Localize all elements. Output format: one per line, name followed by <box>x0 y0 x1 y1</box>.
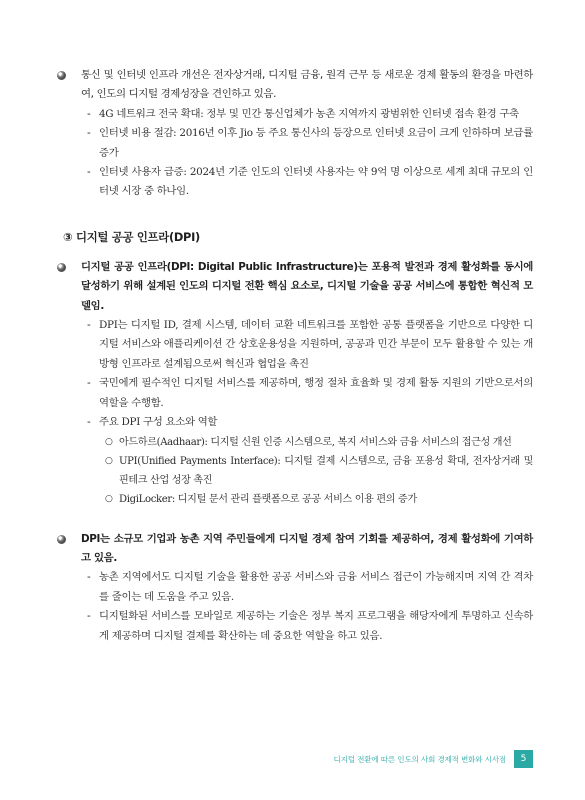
bullet-text-tail: 있음. <box>90 551 117 564</box>
dash-item <box>57 413 533 432</box>
bullet-text: 통신 및 인터넷 인프라 개선은 전자상거래, 디지털 금융, 원격 근무 등 새로운 경제 활동의 환경을 마련하여, 인도의 디지털 경제성장을 견인하고 있음. <box>81 69 533 101</box>
dash-item <box>57 607 533 646</box>
dash-item <box>57 163 533 202</box>
dash-item <box>57 124 533 163</box>
dash-text: 주요 DPI 구성 요소와 역할 <box>99 416 218 429</box>
dash-marker: - <box>87 127 91 140</box>
circle-marker: ○ <box>105 455 113 466</box>
document-body <box>57 66 533 646</box>
circle-item <box>57 452 533 490</box>
page-number: 5 <box>514 750 533 768</box>
circle-item <box>57 490 533 509</box>
circle-text: UPI(Unified Payments Interface): 디지털 결제 시스템으로, 금융 포용성 확대, 전자상거래 및 핀테크 산업 성장 촉진 <box>119 455 533 486</box>
bullet-icon <box>57 535 66 544</box>
dash-marker: - <box>87 107 91 120</box>
dash-text: 4G 네트워크 전국 확대: 정부 및 민간 통신업체가 농촌 지역까지 광범위한 인터넷 접속 환경 구축 <box>99 107 519 120</box>
dash-item <box>57 105 533 124</box>
dash-marker: - <box>87 166 91 179</box>
spacer <box>57 509 533 530</box>
dash-marker: - <box>87 610 91 623</box>
dash-text: DPI는 디지털 ID, 결제 시스템, 데이터 교환 네트워크를 포함한 공통 플랫폼을 기반으로 다양한 디지털 서비스와 애플리케이션 간 상호운용성을 지원하며, 공공과 민간 부문이 모두 활용할 수 있는 개방형 인프라로 설계됨으로써 혁신과 협업을 촉진 <box>99 319 533 370</box>
dash-text: 국민에게 필수적인 디지털 서비스를 제공하며, 행정 절차 효율화 및 경제 활동 지원의 기반으로서의 역할을 수행함. <box>99 377 533 409</box>
circle-text: DigiLocker: 디지털 문서 관리 플랫폼으로 공공 서비스 이용 편의 증가 <box>119 493 417 505</box>
dash-text: 농촌 지역에서도 디지털 기술을 활용한 공공 서비스와 금융 서비스 접근이 가능해지며 지역 간 격차를 줄이는 데 도움을 주고 있음. <box>99 571 533 603</box>
dash-text: 인터넷 비용 절감: 2016년 이후 Jio 등 주요 통신사의 등장으로 인터넷 요금이 크게 인하하며 보급률 증가 <box>99 127 533 159</box>
dash-item <box>57 374 533 413</box>
bullet-text: DPI는 소규모 기업과 농촌 지역 주민들에게 디지털 경제 참여 기회를 제공하여, 경제 활성화에 기여하고 <box>81 532 533 564</box>
bullet-dpi-rural <box>57 530 533 569</box>
dash-item <box>57 568 533 607</box>
page-footer <box>334 750 533 768</box>
bullet-dpi <box>57 258 533 316</box>
bullet-telecom <box>57 66 533 105</box>
circle-item <box>57 433 533 452</box>
dash-marker: - <box>87 416 91 429</box>
circle-marker: ○ <box>105 493 113 504</box>
dash-text: 디지털화된 서비스를 모바일로 제공하는 기술은 정부 복지 프로그램을 해당자에게 투명하고 신속하게 제공하며 디지털 결제를 확산하는 데 중요한 역할을 하고 있음. <box>99 610 533 642</box>
footer-title: 디지털 전환에 따른 인도의 사회 경제적 변화와 시사점 <box>333 754 506 764</box>
circle-text: 아드하르(Aadhaar): 디지털 신원 인증 시스템으로, 복지 서비스와 금융 서비스의 접근성 개선 <box>119 436 512 448</box>
bullet-icon <box>57 71 66 80</box>
dash-marker: - <box>87 377 91 390</box>
dash-marker: - <box>87 571 91 584</box>
circle-marker: ○ <box>105 436 113 447</box>
dash-text: 인터넷 사용자 급증: 2024년 기준 인도의 인터넷 사용자는 약 9억 명 이상으로 세계 최대 규모의 인터넷 시장 중 하나임. <box>99 166 533 198</box>
dash-item <box>57 316 533 374</box>
section-heading-dpi: ③ 디지털 공공 인프라(DPI) <box>63 229 200 244</box>
dash-marker: - <box>87 319 91 332</box>
bullet-icon <box>57 263 66 272</box>
bullet-text: 디지털 공공 인프라(DPI: Digital Public Infrastructure)는 포용적 발전과 경제 활성화를 동시에 달성하기 위해 설계된 인도의 디지털 전환 핵심 요소로, 디지털 기술을 공공 서비스에 통합한 혁신적 모델임. <box>81 260 533 312</box>
